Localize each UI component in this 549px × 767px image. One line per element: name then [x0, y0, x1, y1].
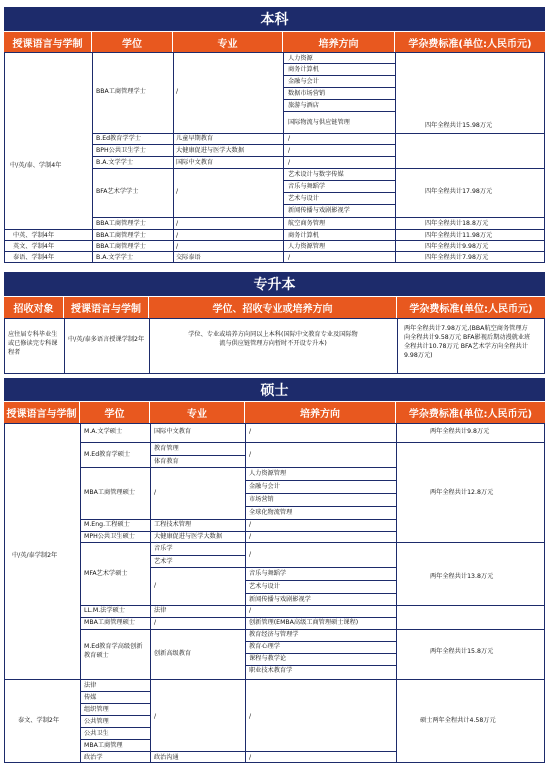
master-fee: 两年全程共计15.8万元	[430, 648, 494, 655]
master-fee: 两年全程共计12.8万元	[430, 489, 494, 496]
master-direction: /	[249, 451, 252, 458]
bachelor-major: /	[176, 243, 179, 250]
master-major: /	[154, 582, 157, 589]
header-major: 专业	[150, 402, 245, 423]
master-degree: MBA工商管理硕士	[84, 489, 135, 496]
master-direction: /	[249, 428, 252, 435]
master-direction: 艺术与设计	[249, 583, 280, 590]
master-degree: MBA工商管理硕士	[84, 619, 135, 626]
master-direction: 职业技术教育学	[249, 667, 293, 674]
bachelor-major: /	[176, 88, 179, 95]
bachelor-degree: BFA艺术学学士	[96, 188, 139, 195]
master-major: /	[154, 619, 157, 626]
master-degree: M.Eng.工程硕士	[84, 521, 130, 528]
master-thai-fee: 硕士两年全程共计4.58万元	[420, 717, 496, 724]
master-major: 创新高级教育	[154, 650, 192, 657]
bachelor-title: 本科	[4, 7, 545, 31]
master-major: 大健康促进与医学大数据	[154, 533, 223, 540]
bachelor-degree: BPH公共卫生学士	[96, 147, 146, 154]
bachelor-header-row	[4, 32, 545, 52]
master-degree: LL.M.法学硕士	[84, 607, 125, 614]
bachelor-degree: B.A.文学学士	[96, 159, 134, 166]
bachelor-direction: 商务计算机	[288, 232, 319, 239]
master-degree: MPH公共卫生硕士	[84, 533, 135, 540]
master-direction: 人力资源管理	[249, 470, 287, 477]
master-thai-major: /	[154, 713, 157, 720]
bachelor-fee: 四年全程共计7.98万元	[425, 254, 489, 261]
header-degree: 学位	[92, 32, 173, 52]
master-direction: 市场营销	[249, 496, 274, 503]
bachelor-direction: 金融与会计	[288, 78, 319, 85]
bachelor-degree: B.A.文学学士	[96, 254, 134, 261]
bachelor-direction: 艺术与设计	[288, 195, 319, 202]
master-degree: MFA艺术学硕士	[84, 570, 128, 577]
master-lang-main: 中/英/泰学制2年	[12, 552, 58, 559]
bachelor-direction: 新闻传播与戏剧影视学	[288, 207, 350, 214]
header-fee: 学杂费标准(单位:人民币元)	[408, 409, 533, 420]
master-thai-degree: 法律	[84, 682, 97, 689]
master-direction: 创新管理(EMBA高级工商管理硕士课程)	[249, 619, 359, 626]
header-desc: 学位、招收专业或培养方向	[149, 297, 397, 318]
bachelor-direction: 人力资源	[288, 55, 313, 62]
header-target: 招收对象	[4, 297, 64, 318]
bachelor-lang-row: 泰语、学制4年	[13, 254, 55, 261]
master-major: 法律	[154, 607, 167, 614]
master-direction: 金融与会计	[249, 483, 280, 490]
bachelor-major: 儿童早期教育	[176, 135, 214, 142]
bachelor-lang-main: 中/英/泰、学制4年	[10, 162, 62, 169]
master-direction: 全球化物流管理	[249, 509, 293, 516]
master-thai-degree: 政治学	[84, 754, 103, 761]
bachelor-major: 交际泰语	[176, 254, 201, 261]
master-degree: M.A.文学硕士	[84, 428, 123, 435]
header-direction: 培养方向	[283, 32, 395, 52]
bachelor-direction: 音乐与舞蹈学	[288, 183, 326, 190]
bachelor-direction: 航空商务管理	[288, 220, 326, 227]
header-lang: 授课语言与学制	[4, 32, 92, 52]
bachelor-degree: BBA工商管理学士	[96, 220, 146, 227]
master-thai-major: 政治沟通	[154, 754, 179, 761]
bachelor-direction: 人力资源管理	[288, 243, 326, 250]
header-fee: 学杂费标准(单位:人民币元)	[409, 304, 533, 315]
master-major: 教育管理	[154, 445, 179, 452]
master-thai-degree: 公共卫生	[84, 730, 109, 737]
master-thai-degree: MBA工商管理	[84, 742, 123, 749]
header-fee: 学杂费标准(单位:人民币元)	[408, 38, 532, 50]
bachelor-fee: 四年全程共计15.98万元	[425, 122, 493, 129]
bachelor-lang-row: 中英、学制4年	[13, 232, 55, 239]
header-lang: 授课语言与学制	[64, 297, 149, 318]
bachelor-degree: BBA工商管理学士	[96, 232, 146, 239]
master-direction: 教育心理学	[249, 643, 280, 650]
master-thai-degree: 组织管理	[84, 706, 109, 713]
upgrade-header-row	[4, 297, 545, 318]
master-major: 国际中文教育	[154, 428, 192, 435]
master-direction: 音乐与舞蹈学	[249, 570, 287, 577]
master-thai-degree: 公共管理	[84, 718, 109, 725]
bachelor-fee: 四年全程共计11.98万元	[425, 232, 493, 239]
bachelor-direction: 数据市场营销	[288, 90, 326, 97]
bachelor-fee: 四年全程共计17.98万元	[425, 188, 493, 195]
bachelor-direction: /	[288, 147, 291, 154]
master-direction: /	[249, 551, 252, 558]
bachelor-direction: 旅游与酒店	[288, 102, 319, 109]
bachelor-degree: B.Ed教育学学士	[96, 135, 141, 142]
master-major: 体育教育	[154, 458, 179, 465]
master-direction: /	[249, 533, 252, 540]
bachelor-direction: /	[288, 159, 291, 166]
master-direction: 教育经济与管理学	[249, 631, 299, 638]
bachelor-lang-row: 英文、学制4年	[13, 243, 55, 250]
master-direction: 课程与教学论	[249, 655, 287, 662]
bachelor-direction: /	[288, 135, 291, 142]
master-major: /	[154, 489, 157, 496]
header-lang: 授课语言与学制	[4, 402, 80, 423]
upgrade-lang: 中/英/泰多语言授课学制2年	[68, 336, 145, 343]
master-thai-degree: 传媒	[84, 694, 97, 701]
master-fee: 两年全程共计13.8万元	[430, 573, 494, 580]
master-direction: /	[249, 521, 252, 528]
master-degree: M.Ed教育学硕士	[84, 451, 131, 458]
header-direction: 培养方向	[245, 402, 396, 423]
master-thai-direction: /	[249, 754, 252, 761]
master-direction: /	[249, 607, 252, 614]
bachelor-direction: /	[288, 254, 291, 261]
master-degree: M.Ed教育学高级创新教育硕士	[84, 643, 143, 659]
bachelor-major: 大健康促进与医学大数据	[176, 147, 245, 154]
upgrade-title: 专升本	[4, 272, 545, 296]
bachelor-direction: 艺术设计与数字传媒	[288, 171, 344, 178]
bachelor-major: 国际中文教育	[176, 159, 214, 166]
master-thai-direction: /	[249, 713, 252, 720]
bachelor-degree: BBA工商管理学士	[96, 88, 146, 95]
header-degree: 学位	[80, 402, 150, 423]
bachelor-fee: 四年全程共计18.8万元	[425, 220, 489, 227]
master-major: 音乐学	[154, 545, 173, 552]
master-major: 工程技术管理	[154, 521, 192, 528]
bachelor-degree: BBA工商管理学士	[96, 243, 146, 250]
upgrade-desc: 学位、专业或培养方向同以上本科(国际中文教育专业及国际物流与供应链管理方向暂时不开设专升本)	[188, 331, 358, 347]
header-major: 专业	[173, 32, 283, 52]
bachelor-major: /	[176, 232, 179, 239]
master-direction: 新闻传播与戏剧影视学	[249, 596, 311, 603]
bachelor-major: /	[176, 220, 179, 227]
bachelor-fee: 四年全程共计9.98万元	[425, 243, 489, 250]
bachelor-major: /	[176, 188, 179, 195]
upgrade-fee: 两年全程共计7.98万元,(BBA航空商务管理方向全程共计9.58万元 BFA影视后期动漫就业班全程共计10.78万元 BFA艺术学方向全程共计9.98万元)	[404, 325, 531, 359]
master-major: 艺术学	[154, 558, 173, 565]
upgrade-target: 应往届专科毕业生或已修读完专科课程者	[8, 331, 58, 356]
master-fee: 两年全程共计9.8万元	[430, 428, 490, 435]
master-title: 硕士	[4, 378, 545, 401]
bachelor-direction: 商务计算机	[288, 66, 319, 73]
master-header-row	[4, 402, 545, 423]
master-lang-thai: 泰文、学制2年	[18, 717, 60, 724]
bachelor-direction: 国际物流与供应链管理	[288, 119, 350, 126]
